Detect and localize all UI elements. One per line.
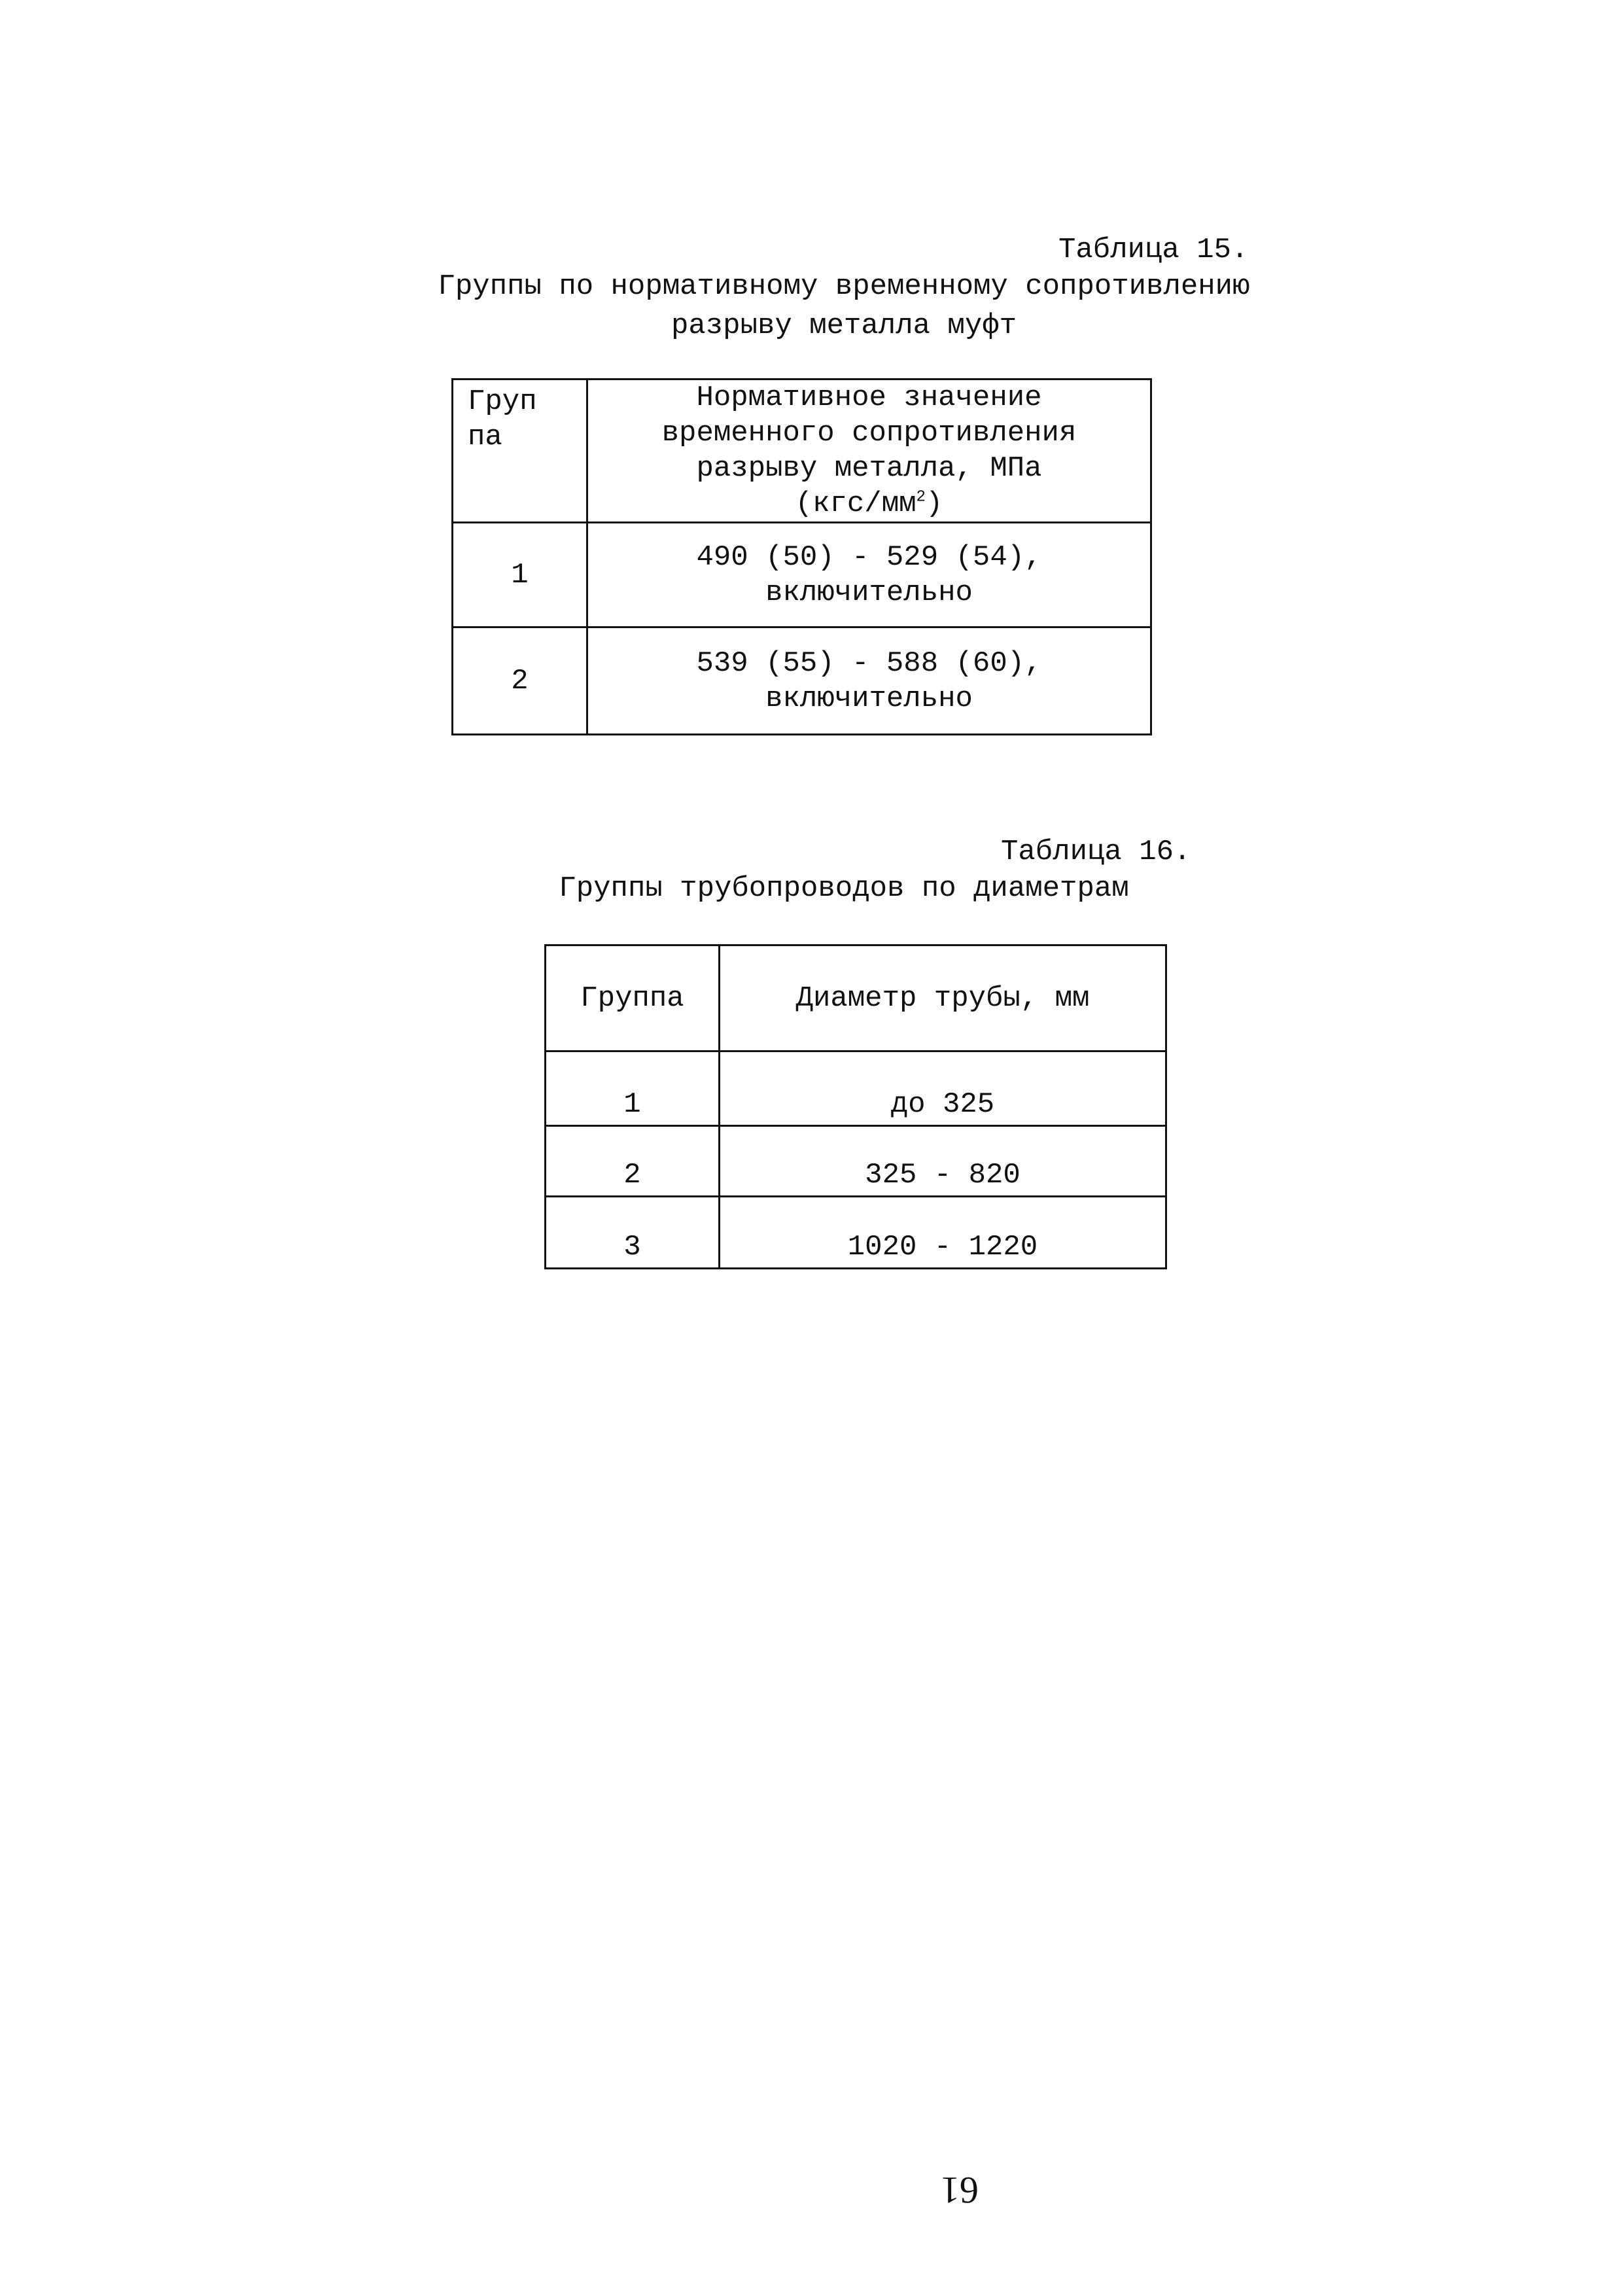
table15-header-group: Груп па: [453, 380, 587, 523]
table16-header-row: [546, 945, 1166, 1051]
table16-label: Таблица 16.: [1001, 836, 1191, 868]
page-number: 61: [941, 2169, 979, 2212]
table15-row2-value: 539 (55) - 588 (60), включительно: [587, 627, 1151, 735]
table16-row1-diameter: до 325: [720, 1051, 1166, 1126]
table15-title: [366, 267, 1321, 345]
table15-header-value: Нормативное значение временного сопротивления разрыву металла, МПа $(кгс/мм^2)$: [587, 380, 1151, 523]
table16-header-diameter: Диаметр трубы, мм: [720, 945, 1166, 1051]
table16-row1-group: 1: [546, 1051, 720, 1126]
table16-row3-group: 3: [546, 1197, 720, 1269]
table15-row2-group: 2: [453, 627, 587, 735]
table15-header-row: [453, 380, 1151, 523]
table15-title-line2: разрыву металла муфт: [671, 309, 1017, 342]
table15-label: Таблица 15.: [1058, 234, 1249, 266]
table16-header-group: Группа: [546, 945, 720, 1051]
table16: [544, 944, 1167, 1269]
table15: [451, 378, 1152, 735]
table15-header-unit: $(кгс/мм^2)$: [795, 487, 943, 520]
table-row: [546, 1197, 1166, 1269]
table16-row2-diameter: 325 - 820: [720, 1126, 1166, 1197]
table15-row1-group: 1: [453, 523, 587, 627]
table15-row1-value: 490 (50) - 529 (54), включительно: [587, 523, 1151, 627]
table16-row2-group: 2: [546, 1126, 720, 1197]
table-row: [546, 1051, 1166, 1126]
table-row: [546, 1126, 1166, 1197]
table-row: [453, 523, 1151, 627]
table16-title: Группы трубопроводов по диаметрам: [559, 872, 1129, 905]
table15-title-line1: Группы по нормативному временному сопротивлению: [438, 270, 1250, 303]
table-row: [453, 627, 1151, 735]
table16-row3-diameter: 1020 - 1220: [720, 1197, 1166, 1269]
